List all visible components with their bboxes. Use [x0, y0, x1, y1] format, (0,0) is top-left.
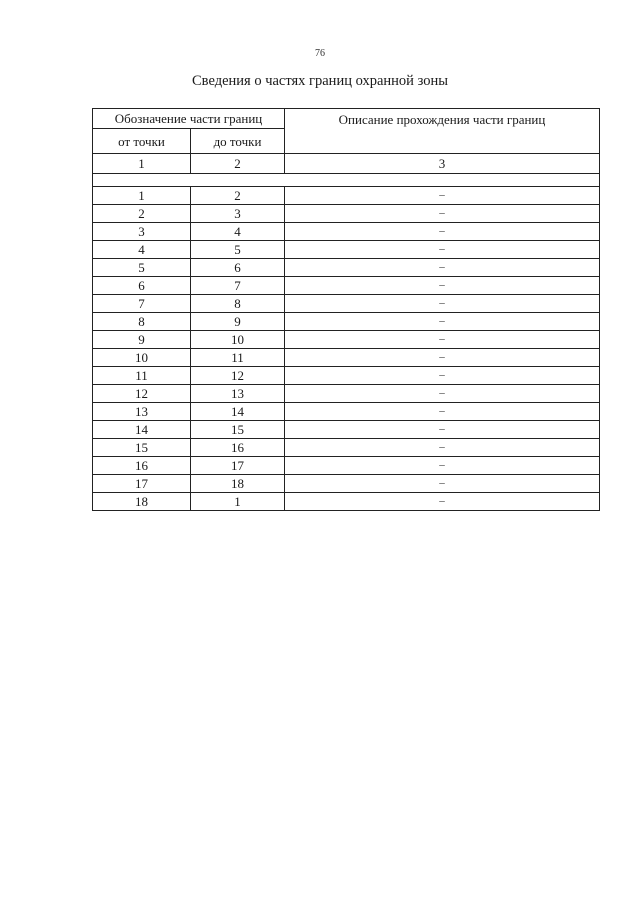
cell-description: –: [285, 475, 600, 493]
table-row: [93, 241, 600, 259]
cell-description: –: [285, 439, 600, 457]
table-row: [93, 367, 600, 385]
cell-to-point: 16: [191, 439, 285, 457]
table-row: [93, 349, 600, 367]
cell-description: –: [285, 295, 600, 313]
cell-from-point: 2: [93, 205, 191, 223]
cell-to-point: 18: [191, 475, 285, 493]
cell-description: –: [285, 349, 600, 367]
table-row: [93, 475, 600, 493]
header-boundary-designation: Обозначение части границ: [93, 109, 285, 129]
header-from-point: от точки: [93, 129, 191, 154]
table-row: [93, 313, 600, 331]
table-row: [93, 259, 600, 277]
cell-to-point: 8: [191, 295, 285, 313]
cell-from-point: 17: [93, 475, 191, 493]
cell-description: –: [285, 241, 600, 259]
cell-description: –: [285, 403, 600, 421]
table-row: [93, 277, 600, 295]
table-row: [93, 295, 600, 313]
cell-from-point: 12: [93, 385, 191, 403]
cell-from-point: 11: [93, 367, 191, 385]
cell-from-point: 3: [93, 223, 191, 241]
table-row: [93, 457, 600, 475]
table-row: [93, 187, 600, 205]
cell-to-point: 2: [191, 187, 285, 205]
cell-from-point: 18: [93, 493, 191, 511]
cell-from-point: 10: [93, 349, 191, 367]
cell-description: –: [285, 421, 600, 439]
page-number: 76: [315, 48, 325, 59]
table-header-row: [93, 109, 600, 129]
cell-description: –: [285, 187, 600, 205]
page-title: Сведения о частях границ охранной зоны: [192, 73, 448, 89]
column-number: 2: [191, 154, 285, 174]
cell-to-point: 10: [191, 331, 285, 349]
column-number: 3: [285, 154, 600, 174]
table-row: [93, 439, 600, 457]
cell-to-point: 11: [191, 349, 285, 367]
cell-from-point: 4: [93, 241, 191, 259]
cell-from-point: 7: [93, 295, 191, 313]
spacer-cell: [93, 174, 600, 187]
cell-to-point: 13: [191, 385, 285, 403]
cell-description: –: [285, 493, 600, 511]
cell-from-point: 15: [93, 439, 191, 457]
cell-description: –: [285, 457, 600, 475]
cell-to-point: 12: [191, 367, 285, 385]
table-row: [93, 223, 600, 241]
spacer-row: [93, 174, 600, 187]
cell-to-point: 1: [191, 493, 285, 511]
cell-to-point: 4: [191, 223, 285, 241]
cell-from-point: 13: [93, 403, 191, 421]
cell-to-point: 9: [191, 313, 285, 331]
cell-description: –: [285, 259, 600, 277]
table-row: [93, 385, 600, 403]
cell-from-point: 9: [93, 331, 191, 349]
table-row: [93, 331, 600, 349]
table-row: [93, 421, 600, 439]
cell-from-point: 5: [93, 259, 191, 277]
cell-to-point: 7: [191, 277, 285, 295]
cell-description: –: [285, 367, 600, 385]
column-numbers-row: [93, 154, 600, 174]
table-row: [93, 403, 600, 421]
cell-to-point: 15: [191, 421, 285, 439]
cell-to-point: 17: [191, 457, 285, 475]
cell-to-point: 14: [191, 403, 285, 421]
cell-description: –: [285, 331, 600, 349]
cell-from-point: 1: [93, 187, 191, 205]
header-description: Описание прохождения части границ: [285, 109, 600, 154]
cell-to-point: 5: [191, 241, 285, 259]
cell-to-point: 3: [191, 205, 285, 223]
cell-from-point: 16: [93, 457, 191, 475]
header-to-point: до точки: [191, 129, 285, 154]
cell-description: –: [285, 385, 600, 403]
cell-from-point: 14: [93, 421, 191, 439]
cell-from-point: 6: [93, 277, 191, 295]
table-row: [93, 493, 600, 511]
cell-description: –: [285, 205, 600, 223]
cell-to-point: 6: [191, 259, 285, 277]
column-number: 1: [93, 154, 191, 174]
cell-description: –: [285, 223, 600, 241]
cell-description: –: [285, 313, 600, 331]
cell-description: –: [285, 277, 600, 295]
boundary-parts-table: [92, 108, 600, 511]
table-row: [93, 205, 600, 223]
cell-from-point: 8: [93, 313, 191, 331]
